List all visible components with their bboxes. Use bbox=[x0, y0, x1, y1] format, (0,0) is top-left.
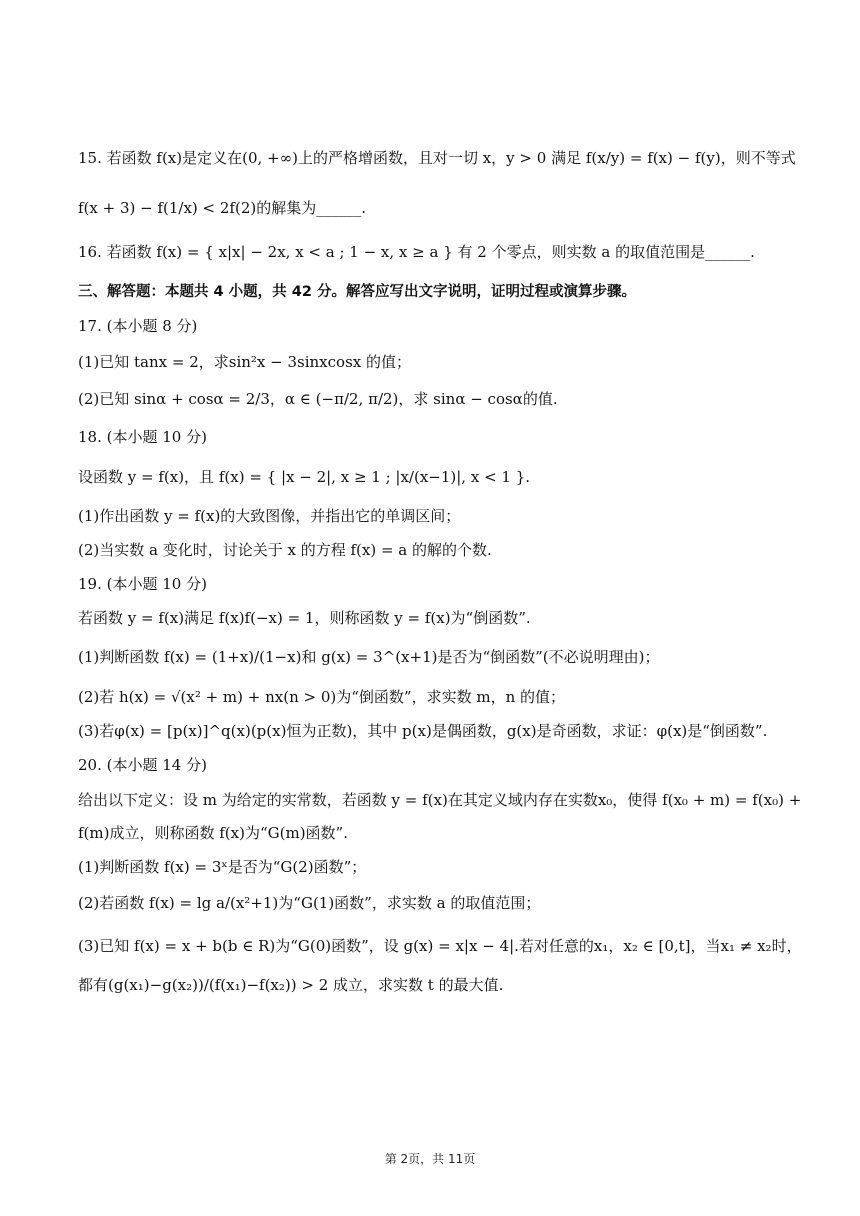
q17-part-1: (1)已知 tanx = 2，求sin²x − 3sinxcosx 的值； bbox=[78, 353, 412, 371]
q19-definition: 若函数 y = f(x)满足 f(x)f(−x) = 1，则称函数 y = f(x)为“倒函数”. bbox=[78, 609, 531, 627]
q20-part-3-line-2: 都有(g(x₁)−g(x₂))/(f(x₁)−f(x₂)) > 2 成立，求实数 t 的最大值. bbox=[78, 976, 504, 994]
q17-header: 17. (本小题 8 分) bbox=[78, 317, 198, 335]
q20-definition-line-1: 给出以下定义：设 m 为给定的实常数，若函数 y = f(x)在其定义域内存在实数x₀，使得 f(x₀ + m) = f(x₀) + bbox=[78, 791, 802, 809]
q16-line: 16. 若函数 f(x) = { x|x| − 2x, x < a ; 1 − x, x ≥ a } 有 2 个零点，则实数 a 的取值范围是______. bbox=[78, 243, 755, 261]
section-three-heading: 三、解答题：本题共 4 小题，共 42 分。解答应写出文字说明，证明过程或演算步骤。 bbox=[78, 284, 636, 300]
q20-definition-line-2: f(m)成立，则称函数 f(x)为“G(m)函数”. bbox=[78, 824, 348, 842]
q19-part-2: (2)若 h(x) = √(x² + m) + nx(n > 0)为“倒函数”，求实数 m，n 的值； bbox=[78, 688, 566, 706]
q20-part-3-line-1: (3)已知 f(x) = x + b(b ∈ R)为“G(0)函数”，设 g(x) = x|x − 4|.若对任意的x₁，x₂ ∈ [0,t]，当x₁ ≠ x₂时， bbox=[78, 937, 802, 955]
q19-header: 19. (本小题 10 分) bbox=[78, 575, 207, 593]
q20-header: 20. (本小题 14 分) bbox=[78, 756, 207, 774]
q18-definition: 设函数 y = f(x)，且 f(x) = { |x − 2|, x ≥ 1 ; |x/(x−1)|, x < 1 }. bbox=[78, 468, 531, 486]
q19-part-3: (3)若φ(x) = [p(x)]^q(x)(p(x)恒为正数)，其中 p(x)是偶函数，g(x)是奇函数，求证：φ(x)是“倒函数”. bbox=[78, 722, 768, 740]
q20-part-1: (1)判断函数 f(x) = 3ˣ是否为“G(2)函数”； bbox=[78, 858, 367, 876]
q18-part-1: (1)作出函数 y = f(x)的大致图像，并指出它的单调区间； bbox=[78, 507, 461, 525]
q15-line-2: f(x + 3) − f(1/x) < 2f(2)的解集为______. bbox=[78, 199, 366, 217]
q20-part-2: (2)若函数 f(x) = lg a/(x²+1)为“G(1)函数”，求实数 a 的取值范围； bbox=[78, 894, 541, 912]
q15-line-1: 15. 若函数 f(x)是定义在(0, +∞)上的严格增函数，且对一切 x，y > 0 满足 f(x/y) = f(x) − f(y)，则不等式 bbox=[78, 149, 796, 167]
q18-part-2: (2)当实数 a 变化时，讨论关于 x 的方程 f(x) = a 的解的个数. bbox=[78, 541, 492, 559]
page-footer: 第 2页，共 11页 bbox=[384, 1152, 476, 1166]
q17-part-2: (2)已知 sinα + cosα = 2/3，α ∈ (−π/2, π/2)，求 sinα − cosα的值. bbox=[78, 390, 558, 408]
q19-part-1: (1)判断函数 f(x) = (1+x)/(1−x)和 g(x) = 3^(x+1)是否为“倒函数”(不必说明理由)； bbox=[78, 648, 660, 666]
q18-header: 18. (本小题 10 分) bbox=[78, 428, 207, 446]
